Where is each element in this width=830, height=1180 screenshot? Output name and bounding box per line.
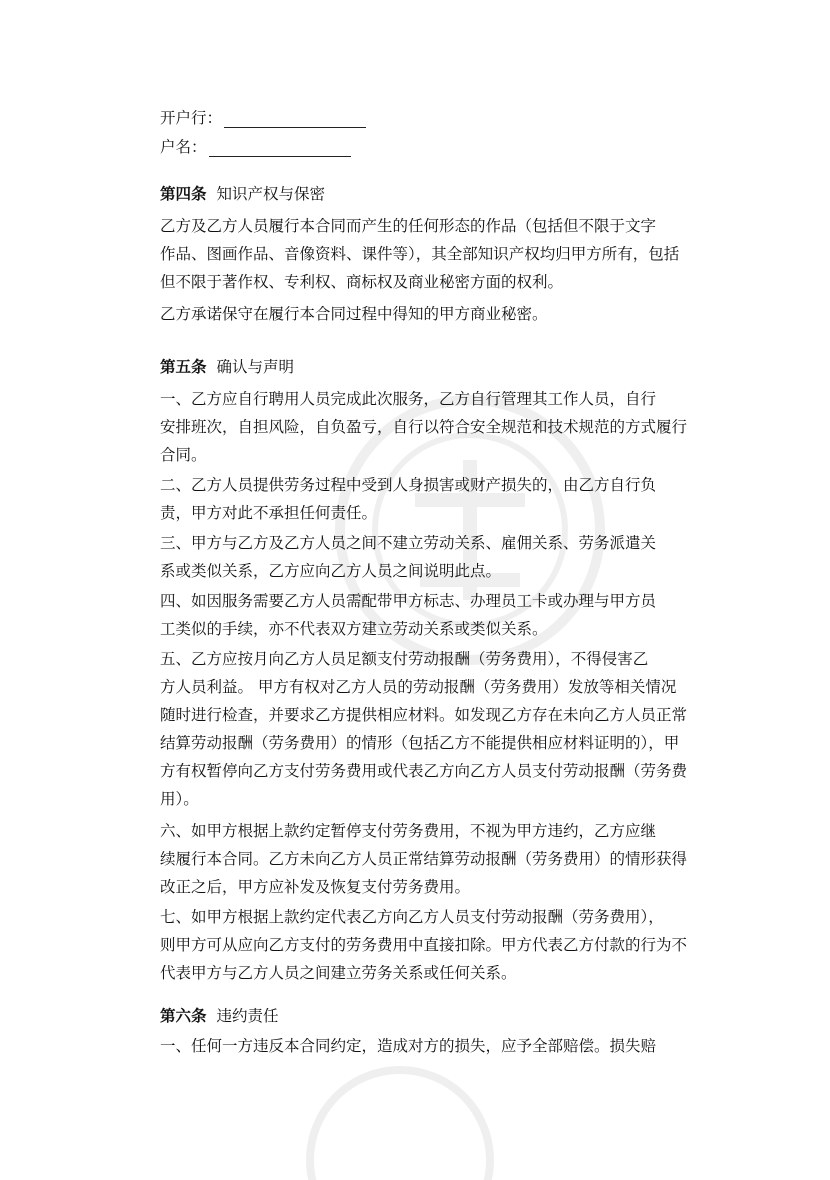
paragraph-line: 方有权暂停向乙方支付劳务费用或代表乙方向乙方人员支付劳动报酬（劳务费 xyxy=(160,762,688,780)
paragraph-line: 随时进行检查，并要求乙方提供相应材料。如发现乙方存在未向乙方人员正常 xyxy=(160,706,688,724)
paragraph-line: 则甲方可从应向乙方支付的劳务费用中直接扣除。甲方代表乙方付款的行为不 xyxy=(160,936,688,954)
bank-field xyxy=(160,108,366,128)
account-name-field xyxy=(160,137,351,157)
paragraph-line: 方人员利益。 甲方有权对乙方人员的劳动报酬（劳务费用）发放等相关情况 xyxy=(160,678,677,696)
paragraph-line: 六、如甲方根据上款约定暂停支付劳务费用，不视为甲方违约，乙方应继 xyxy=(160,822,657,840)
paragraph-line: 续履行本合同。乙方未向乙方人员正常结算劳动报酬（劳务费用）的情形获得 xyxy=(160,850,688,868)
paragraph-line: 作品、图画作品、音像资料、课件等），其全部知识产权均归甲方所有，包括 xyxy=(160,245,680,263)
paragraph-line: 但不限于著作权、专利权、商标权及商业秘密方面的权利。 xyxy=(160,273,564,291)
article-title: 确认与声明 xyxy=(216,358,295,376)
paragraph-line: 一、乙方应自行聘用人员完成此次服务，乙方自行管理其工作人员，自行 xyxy=(160,390,657,408)
paragraph-line: 二、乙方人员提供劳务过程中受到人身损害或财产损失的，由乙方自行负 xyxy=(160,476,657,494)
article-number: 第六条 xyxy=(160,1007,207,1025)
paragraph-line: 工类似的手续，亦不代表双方建立劳动关系或类似关系。 xyxy=(160,620,548,638)
paragraph-line: 一、任何一方违反本合同约定，造成对方的损失，应予全部赔偿。损失赔 xyxy=(160,1037,657,1055)
paragraph-line: 安排班次，自担风险，自负盈亏，自行以符合安全规范和技术规范的方式履行 xyxy=(160,418,688,436)
paragraph-line: 代表甲方与乙方人员之间建立劳务关系或任何关系。 xyxy=(160,964,517,982)
article-title: 知识产权与保密 xyxy=(216,185,326,203)
paragraph-line: 七、如甲方根据上款约定代表乙方向乙方人员支付劳动报酬（劳务费用）， xyxy=(160,908,664,926)
blank-underline xyxy=(209,140,351,157)
paragraph-line: 用）。 xyxy=(160,790,199,808)
paragraph-line: 系或类似关系，乙方应向乙方人员之间说明此点。 xyxy=(160,562,502,580)
paragraph-line: 三、甲方与乙方及乙方人员之间不建立劳动关系、雇佣关系、劳务派遣关 xyxy=(160,534,657,552)
paragraph-line: 结算劳动报酬（劳务费用）的情形（包括乙方不能提供相应材料证明的），甲 xyxy=(160,734,680,752)
article-title: 违约责任 xyxy=(216,1007,279,1025)
paragraph-line: 乙方及乙方人员履行本合同而产生的任何形态的作品（包括但不限于文字 xyxy=(160,217,657,235)
article-heading xyxy=(160,1006,279,1026)
paragraph-line: 四、如因服务需要乙方人员需配带甲方标志、办理员工卡或办理与甲方员 xyxy=(160,592,657,610)
paragraph-line: 改正之后，甲方应补发及恢复支付劳务费用。 xyxy=(160,878,471,896)
article-heading xyxy=(160,184,325,204)
watermark-icon xyxy=(300,1040,500,1180)
article-number: 第五条 xyxy=(160,358,207,376)
blank-underline xyxy=(224,111,366,128)
paragraph-line: 合同。 xyxy=(160,446,207,464)
paragraph-line: 责，甲方对此不承担任何责任。 xyxy=(160,504,378,522)
bank-field-label: 开户行： xyxy=(160,109,223,127)
article-number: 第四条 xyxy=(160,185,207,203)
article-heading xyxy=(160,357,294,377)
paragraph-line: 五、乙方应按月向乙方人员足额支付劳动报酬（劳务费用），不得侵害乙 xyxy=(160,650,649,668)
account-name-label: 户名： xyxy=(160,138,207,156)
paragraph-line: 乙方承诺保守在履行本合同过程中得知的甲方商业秘密。 xyxy=(160,305,548,323)
